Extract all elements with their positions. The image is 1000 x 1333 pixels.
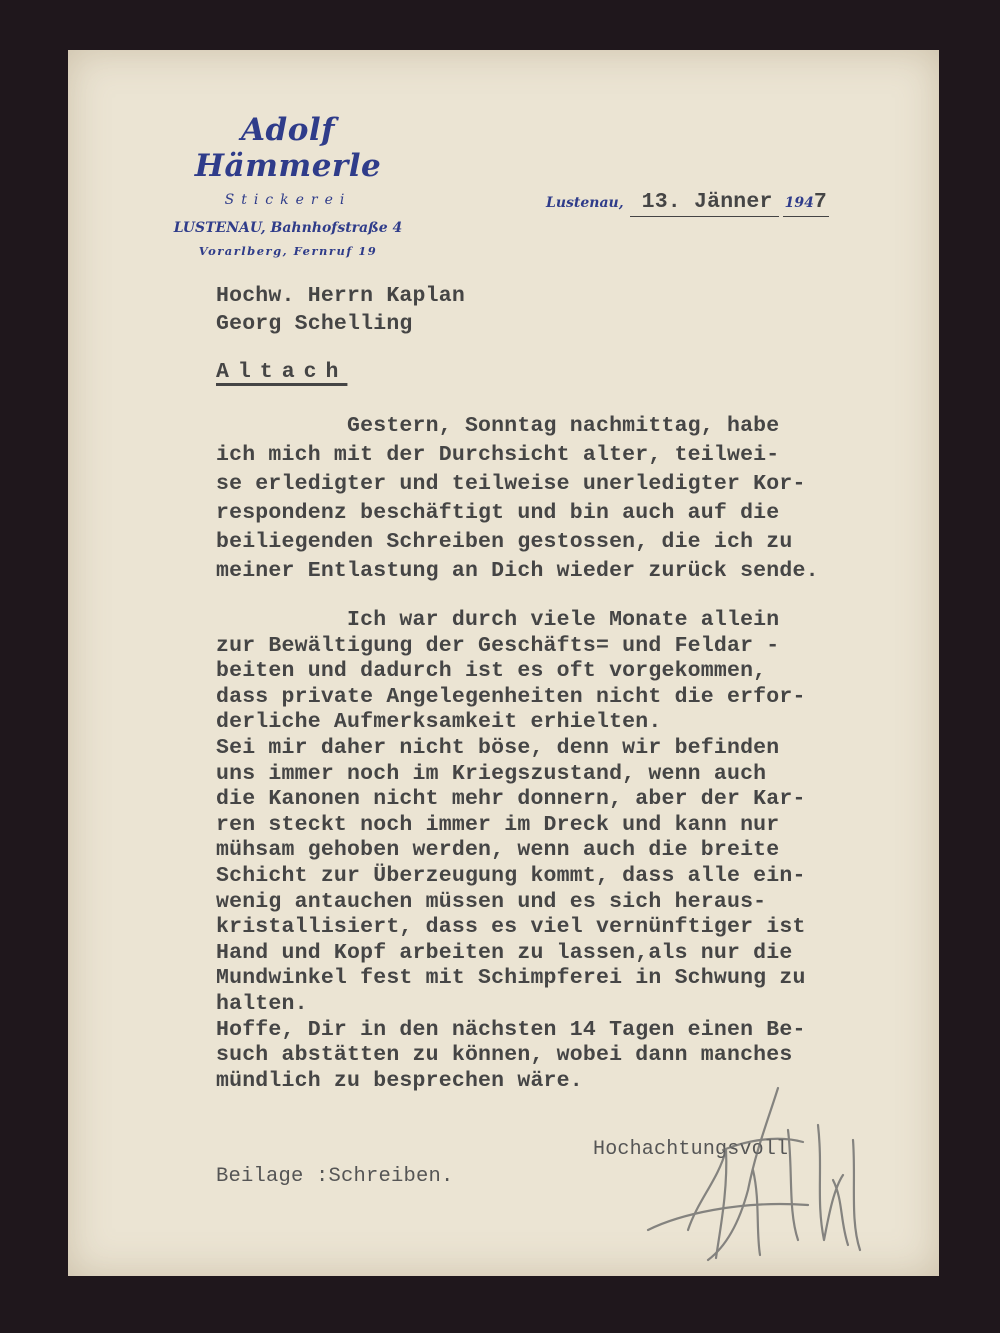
- date-year-prefix: 194: [784, 195, 814, 211]
- body-line: die Kanonen nicht mehr donnern, aber der Kar-: [216, 787, 806, 812]
- body-line: meiner Entlastung an Dich wieder zurück sende.: [216, 559, 819, 583]
- body-line: kristallisiert, dass es viel vernünftiger ist: [216, 915, 806, 940]
- body-line: halten.: [216, 991, 308, 1016]
- body-line: se erledigter und teilweise unerledigter Kor-: [216, 472, 806, 496]
- body-line: uns immer noch im Kriegszustand, wenn auch: [216, 761, 767, 786]
- recipient-block: [216, 282, 465, 338]
- recipient-line-2: Georg Schelling: [216, 312, 413, 336]
- date-day-month: 13. Jänner: [630, 190, 779, 217]
- body-line: ich mich mit der Durchsicht alter, teilwei-: [216, 443, 780, 467]
- letterhead-address: LUSTENAU, Bahnhofstraße 4: [173, 220, 403, 236]
- body-line: zur Bewältigung der Geschäfts= und Feldar -: [216, 633, 780, 658]
- handwritten-signature: [628, 1080, 868, 1270]
- body-line: Mundwinkel fest mit Schimpferei in Schwung zu: [216, 966, 806, 991]
- body-line: mündlich zu besprechen wäre.: [216, 1068, 583, 1093]
- body-line: such abstätten zu können, wobei dann manches: [216, 1043, 793, 1068]
- body-line: Sei mir daher nicht böse, denn wir befinden: [216, 735, 780, 760]
- body-line: Gestern, Sonntag nachmittag, habe: [216, 414, 780, 438]
- date-place: Lustenau,: [546, 195, 624, 211]
- paragraph-1: [216, 412, 936, 586]
- body-line: Hand und Kopf arbeiten zu lassen,als nur die: [216, 940, 793, 965]
- letterhead-name: Adolf Hämmerle: [194, 112, 382, 184]
- letterhead-region: Vorarlberg, Fernruf 19: [198, 244, 378, 258]
- body-line: derliche Aufmerksamkeit erhielten.: [216, 710, 662, 735]
- paragraph-2: [216, 608, 936, 1094]
- body-line: beiliegenden Schreiben gestossen, die ich zu: [216, 530, 793, 554]
- enclosure-note: Beilage :Schreiben.: [216, 1165, 454, 1188]
- body-line: wenig antauchen müssen und es sich heraus-: [216, 889, 767, 914]
- body-line: Hoffe, Dir in den nächsten 14 Tagen einen Be-: [216, 1017, 806, 1042]
- recipient-city: Altach: [216, 360, 348, 384]
- letterhead-trade: Stickerei: [224, 192, 352, 208]
- closing-salutation: Hochachtungsvoll: [593, 1138, 789, 1161]
- body-line: beiten und dadurch ist es oft vorgekommen,: [216, 659, 767, 684]
- body-line: mühsam gehoben werden, wenn auch die breite: [216, 838, 780, 863]
- body-line: Schicht zur Überzeugung kommt, dass alle ein-: [216, 863, 806, 888]
- recipient-line-1: Hochw. Herrn Kaplan: [216, 284, 465, 308]
- body-line: respondenz beschäftigt und bin auch auf die: [216, 501, 780, 525]
- date-year-digit: 7: [813, 190, 827, 214]
- body-line: dass private Angelegenheiten nicht die erfor-: [216, 684, 806, 709]
- letter-sheet: [68, 50, 939, 1276]
- date-year-field: [783, 190, 829, 217]
- body-line: ren steckt noch immer im Dreck und kann nur: [216, 812, 780, 837]
- letter-body: [216, 412, 936, 1094]
- letterhead: [158, 112, 418, 258]
- dateline: [546, 190, 829, 217]
- body-line: Ich war durch viele Monate allein: [216, 608, 780, 632]
